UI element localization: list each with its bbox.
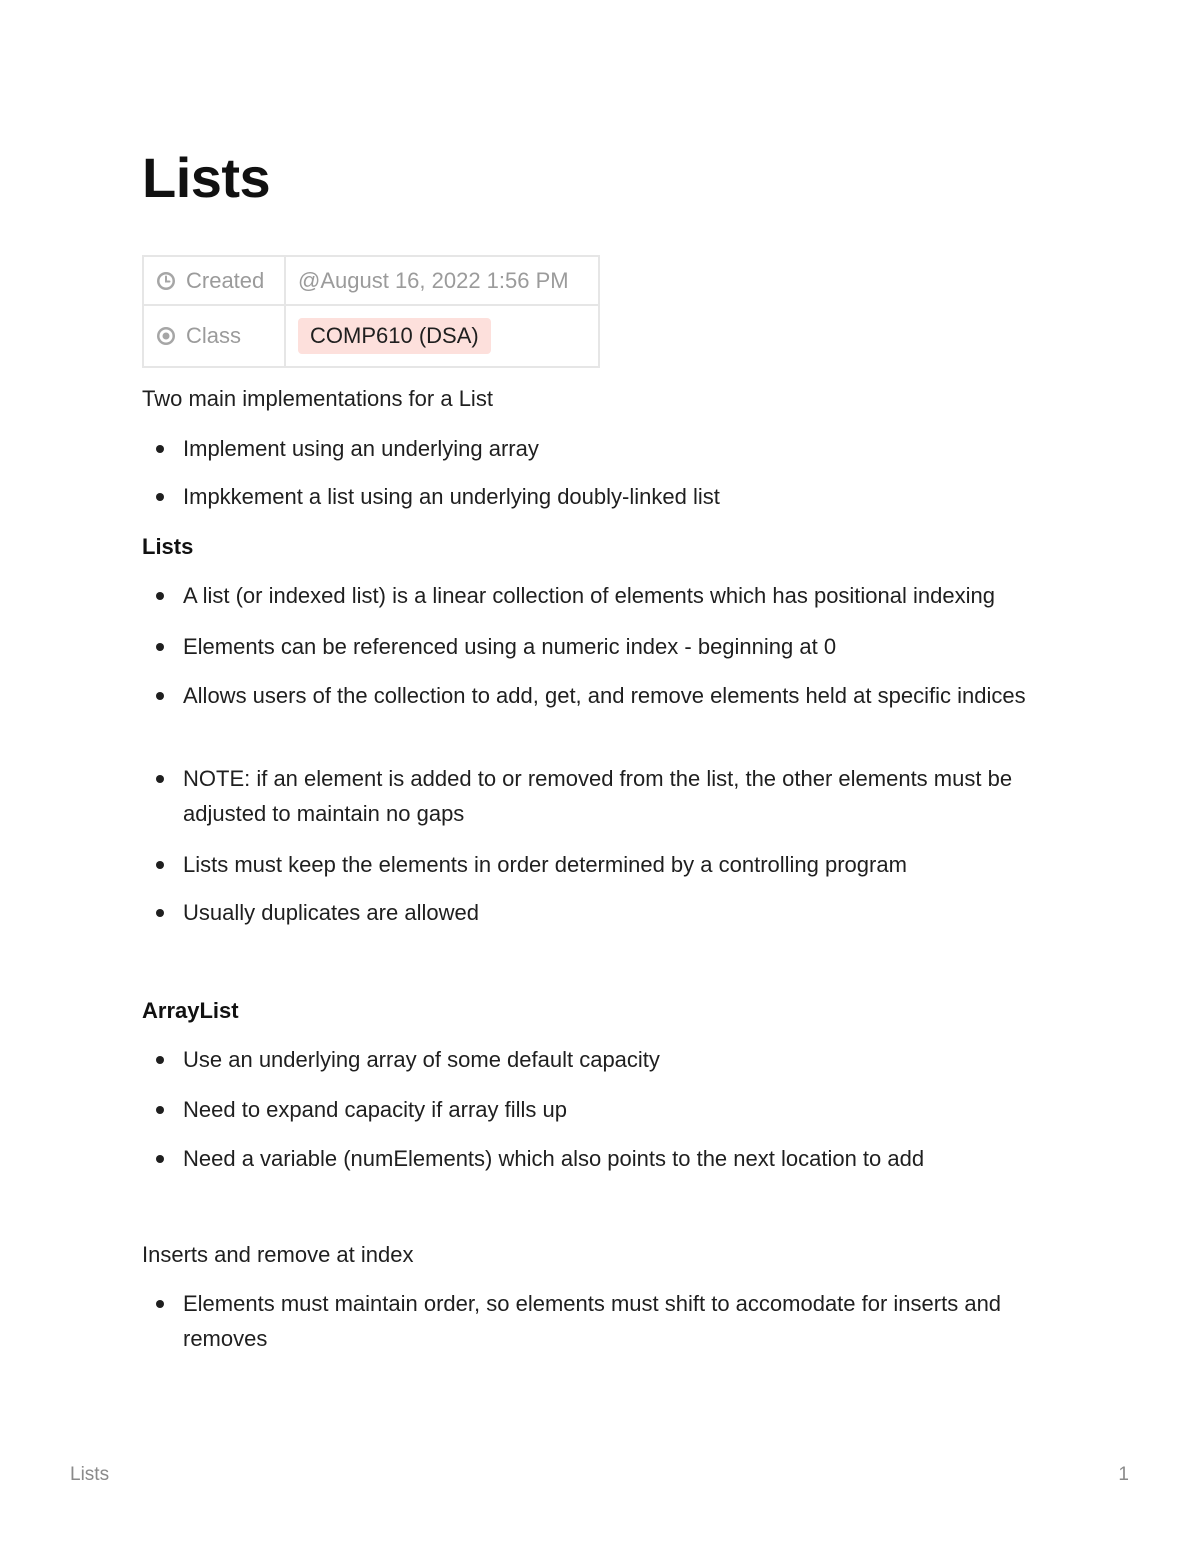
- bullet-icon: [156, 643, 164, 651]
- property-value-created[interactable]: @August 16, 2022 1:56 PM: [285, 256, 599, 305]
- bullet-icon: [156, 1300, 164, 1308]
- list-item: Elements can be referenced using a numeric index - beginning at 0: [142, 629, 1067, 664]
- bullet-icon: [156, 493, 164, 501]
- list-item: Need to expand capacity if array fills up: [142, 1092, 1067, 1127]
- clock-icon: [156, 271, 176, 291]
- property-row-class: [143, 305, 599, 367]
- list-item: NOTE: if an element is added to or removed from the list, the other elements must be adjusted to maintain no gaps: [142, 761, 1067, 831]
- list-item: A list (or indexed list) is a linear collection of elements which has positional indexing: [142, 578, 1067, 613]
- page-number: 1: [1118, 1464, 1129, 1485]
- section-heading-arraylist: ArrayList: [142, 998, 239, 1023]
- bullet-icon: [156, 1106, 164, 1114]
- target-icon: [156, 326, 176, 346]
- property-value-class: [285, 305, 599, 367]
- insert-remove-text: Inserts and remove at index: [142, 1242, 414, 1267]
- class-tag[interactable]: COMP610 (DSA): [298, 318, 491, 354]
- bullet-icon: [156, 445, 164, 453]
- bullet-icon: [156, 775, 164, 783]
- bullet-icon: [156, 1155, 164, 1163]
- list-item: Use an underlying array of some default capacity: [142, 1042, 1067, 1077]
- bullet-icon: [156, 909, 164, 917]
- bullet-icon: [156, 692, 164, 700]
- page-title: Lists: [142, 146, 271, 209]
- intro-text: Two main implementations for a List: [142, 386, 493, 411]
- list-item: Usually duplicates are allowed: [142, 895, 1067, 930]
- section-heading-lists: Lists: [142, 534, 194, 559]
- property-label-created: Created: [186, 267, 265, 293]
- property-key-created: [143, 256, 285, 305]
- list-item: Need a variable (numElements) which also points to the next location to add: [142, 1141, 1067, 1176]
- bullet-icon: [156, 1056, 164, 1064]
- list-item: Implement using an underlying array: [142, 431, 1067, 466]
- bullet-icon: [156, 592, 164, 600]
- list-item: Lists must keep the elements in order determined by a controlling program: [142, 847, 1067, 882]
- property-key-class: [143, 305, 285, 367]
- list-item: Allows users of the collection to add, get, and remove elements held at specific indices: [142, 678, 1067, 713]
- property-label-class: Class: [186, 323, 242, 348]
- property-row-created: [143, 256, 599, 305]
- footer-title: Lists: [70, 1464, 110, 1485]
- properties-table: [142, 255, 600, 368]
- list-item: Elements must maintain order, so elements must shift to accomodate for inserts and removes: [142, 1286, 1067, 1356]
- list-item: Impkkement a list using an underlying doubly-linked list: [142, 479, 1067, 514]
- bullet-icon: [156, 861, 164, 869]
